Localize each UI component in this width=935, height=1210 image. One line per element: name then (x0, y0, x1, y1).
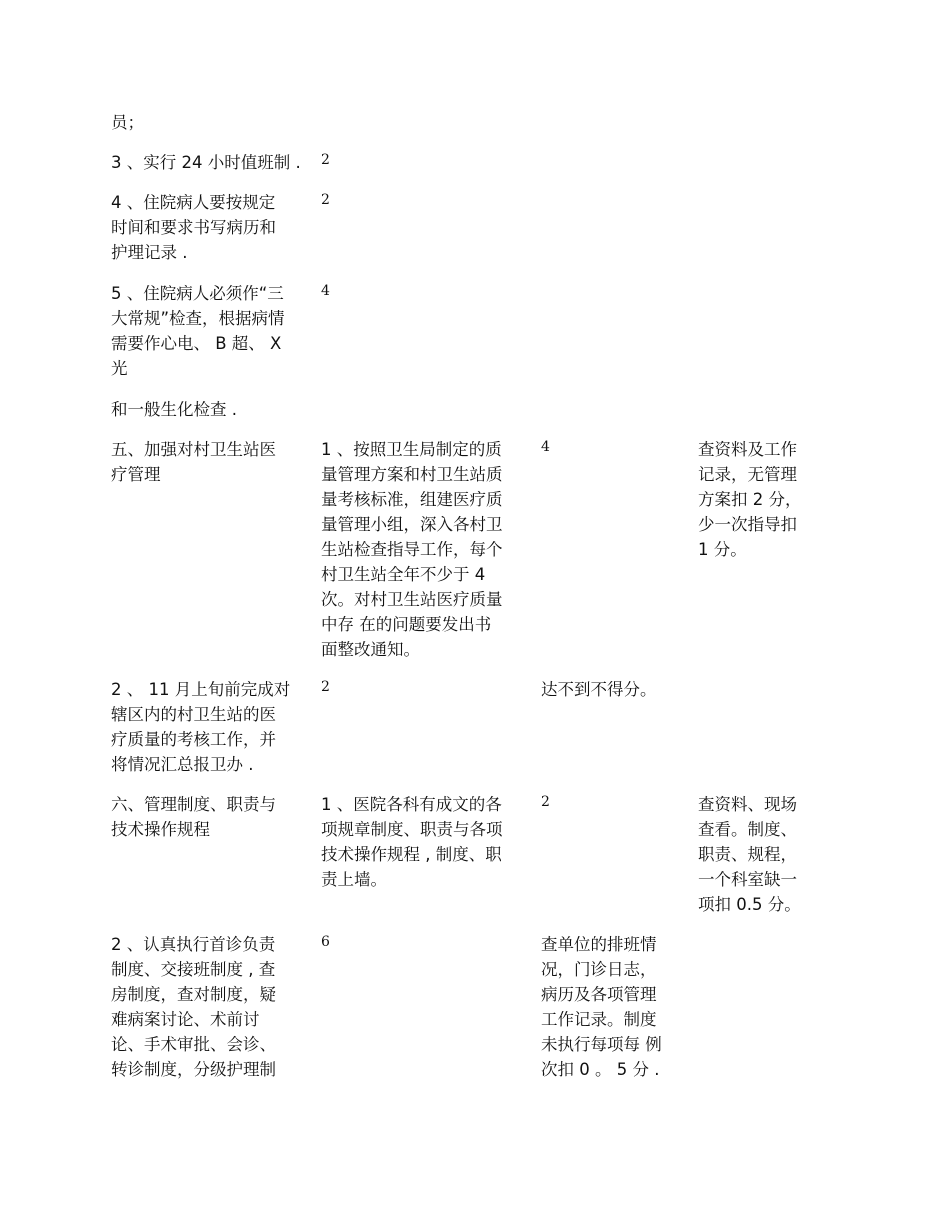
item-text: 员； (111, 113, 144, 132)
item-text: 3 、实行 24 小时值班制 . (111, 153, 301, 172)
item-text: 和一般生化检查 . (111, 400, 237, 419)
content-text: 1 、按照卫生局制定的质 量管理方案和村卫生站质 量考核标准，组建医疗质 量管理小组，深入各村卫 生站检查指导工作，每个 村卫生站全年不少于 4 次。对村卫生站医疗质量 中存 在的问题要发出书 面整改通知。 (321, 440, 503, 659)
rule-text: 达不到不得分。 (541, 680, 657, 699)
score-value: 6 (321, 934, 330, 950)
item-text: 4 、住院病人要按规定 时间和要求书写病历和 护理记录 . (111, 193, 276, 262)
rule-text: 查单位的排班情 况，门诊日志， 病历及各项管理 工作记录。制度 未执行每项每 例 次扣 0 。 5 分 . (541, 935, 662, 1079)
item-text: 五、加强对村卫生站医 疗管理 (111, 440, 276, 484)
score-value: 2 (321, 679, 330, 695)
score-value: 2 (321, 192, 330, 208)
method-text: 查资料及工作 记录，无管理 方案扣 2 分， 少一次指导扣 1 分。 (698, 440, 802, 559)
item-text: 2 、认真执行首诊负责 制度、交接班制度 , 查 房制度，查对制度，疑 难病案讨论、术前讨 论、手术审批、会诊、 转诊制度，分级护理制 (111, 935, 276, 1079)
score-value: 2 (321, 152, 330, 168)
score-value: 4 (321, 283, 330, 299)
method-text: 查资料、现场 查看。制度、 职责、规程， 一个科室缺一 项扣 0.5 分。 (698, 795, 801, 914)
content-text: 1 、医院各科有成文的各 项规章制度、职责与各项 技术操作规程 , 制度、职 责上墙。 (321, 795, 503, 889)
item-text: 5 、住院病人必须作“三 大常规”检查，根据病情 需要作心电、 B 超、 X 光 (111, 284, 285, 378)
item-text: 六、管理制度、职责与 技术操作规程 (111, 795, 276, 839)
item-text: 2 、 11 月上旬前完成对 辖区内的村卫生站的医 疗质量的考核工作，并 将情况汇总报卫办 . (111, 680, 291, 774)
score-value: 2 (541, 794, 550, 810)
score-value: 4 (541, 439, 550, 455)
